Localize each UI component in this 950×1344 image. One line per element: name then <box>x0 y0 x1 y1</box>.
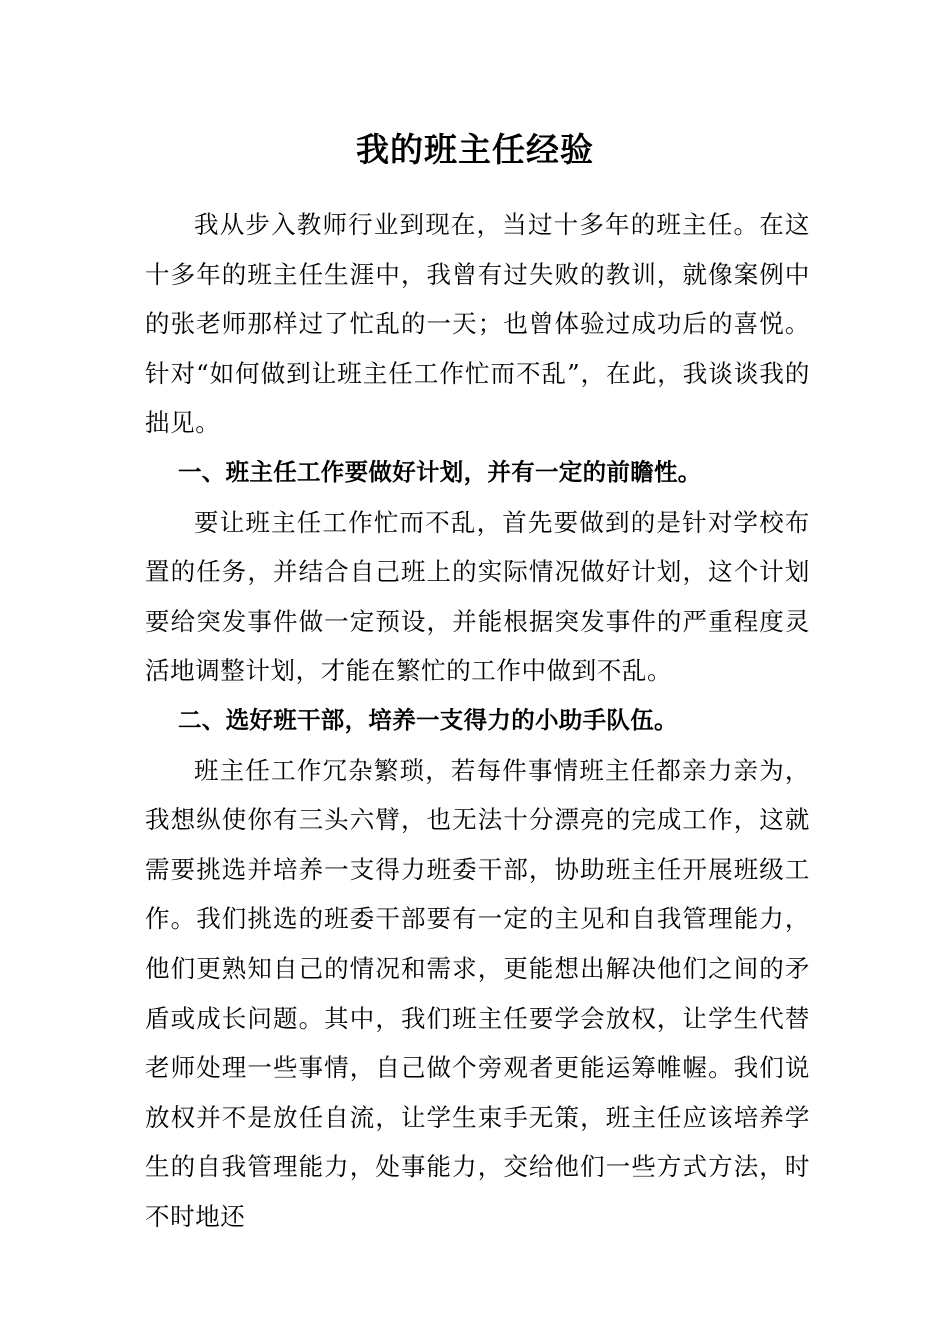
document-body <box>145 200 810 1241</box>
intro-paragraph: 我从步入教师行业到现在，当过十多年的班主任。在这十多年的班主任生涯中，我曾有过失败的教训，就像案例中的张老师那样过了忙乱的一天；也曾体验过成功后的喜悦。针对“如何做到让班主任工作忙而不乱”，在此，我谈谈我的拙见。 <box>145 210 810 438</box>
section-1-paragraph: 要让班主任工作忙而不乱，首先要做到的是针对学校布置的任务，并结合自己班上的实际情况做好计划，这个计划要给突发事件做一定预设，并能根据突发事件的严重程度灵活地调整计划，才能在繁忙的工作中做到不乱。 <box>145 507 810 686</box>
document-title: 我的班主任经验 <box>356 130 594 169</box>
section-2-paragraph: 班主任工作冗杂繁琐，若每件事情班主任都亲力亲为，我想纵使你有三头六臂，也无法十分漂亮的完成工作，这就需要挑选并培养一支得力班委干部，协助班主任开展班级工作。我们挑选的班委干部要有一定的主见和自我管理能力，他们更熟知自己的情况和需求，更能想出解决他们之间的矛盾或成长问题。其中，我们班主任要学会放权，让学生代替老师处理一些事情，自己做个旁观者更能运筹帷幄。我们说放权并不是放任自流，让学生束手无策，班主任应该培养学生的自我管理能力，处事能力，交给他们一些方式方法，时不时地还 <box>145 755 810 1231</box>
section-1-heading: 一、班主任工作要做好计划，并有一定的前瞻性。 <box>178 457 702 486</box>
section-2-heading: 二、选好班干部，培养一支得力的小助手队伍。 <box>178 705 678 734</box>
